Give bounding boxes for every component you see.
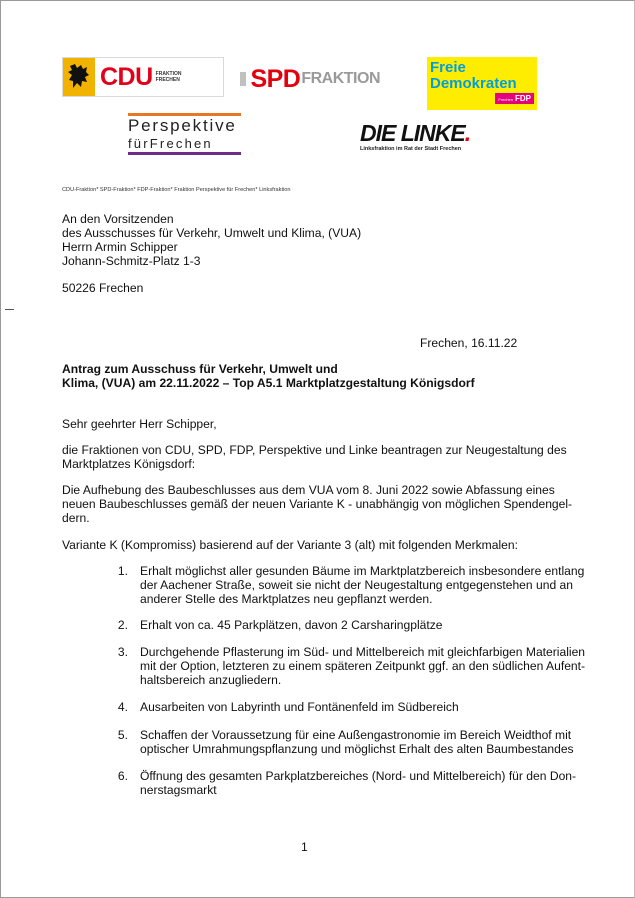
list-item-3-line-3: haltsbereich anzugliedern. (140, 673, 282, 687)
address-line-2: des Ausschusses für Verkehr, Umwelt und Klima, (VUA) (62, 226, 362, 240)
list-item-1-line-1: Erhalt möglichst aller gesunden Bäume im Marktplatzbereich insbesondere entlang (140, 564, 585, 578)
subject-line-1: Antrag zum Ausschuss für Verkehr, Umwelt und (62, 362, 338, 376)
list-number-3: 3. (117, 645, 128, 659)
cdu-wordmark: CDU (100, 62, 153, 91)
fdp-tag-small: Frechen (498, 97, 513, 102)
perspektive-word: Perspektive (128, 116, 237, 135)
subject-line-2: Klima, (VUA) am 22.11.2022 – Top A5.1 Marktplatzgestaltung Königsdorf (62, 376, 475, 390)
perspektive-purple-bar (128, 152, 241, 155)
page-number: 1 (301, 840, 308, 854)
list-number-1: 1. (117, 564, 128, 578)
fdp-line2: Demokraten (430, 75, 517, 92)
paragraph1-line-1: die Fraktionen von CDU, SPD, FDP, Perspektive und Linke beantragen zur Neugestaltung des (62, 443, 567, 457)
linke-logo (360, 121, 480, 159)
address-line-3: Herrn Armin Schipper (62, 240, 178, 254)
spd-bar-icon (240, 72, 246, 86)
list-item-3-line-2: mit der Option, letzteren zu einem späteren Zeitpunkt ggf. an den südlichen Aufent- (140, 659, 586, 673)
list-number-2: 2. (117, 618, 128, 632)
salutation: Sehr geehrter Herr Schipper, (62, 417, 217, 431)
spd-logo (240, 63, 380, 95)
postal-code: 50226 Frechen (62, 281, 144, 295)
list-item-5-line-1: Schaffen der Voraussetzung für eine Außengastronomie im Bereich Weidthof mit (140, 728, 572, 742)
lion-emblem-icon (63, 58, 95, 96)
spd-fraktion-label: FRAKTION (301, 70, 380, 87)
date: Frechen, 16.11.22 (420, 336, 518, 350)
spd-wordmark: SPD (250, 64, 301, 93)
address-line-4: Johann-Schmitz-Platz 1-3 (62, 254, 201, 268)
list-number-4: 4. (117, 700, 128, 714)
list-item-2-line-1: Erhalt von ca. 45 Parkplätzen, davon 2 Carsharingplätze (140, 618, 443, 632)
list-item-1-line-3: anderer Stelle des Marktplatzes neu gepflanzt werden. (140, 592, 433, 606)
cdu-logo (62, 57, 224, 97)
paragraph2-line-1: Die Aufhebung des Baubeschlusses aus dem VUA vom 8. Juni 2022 sowie Abfassung eines (62, 483, 555, 497)
cdu-sub-line2: FRECHEN (155, 77, 180, 83)
list-item-1-line-2: der Aachener Straße, soweit sie nicht der Neugestaltung entgegenstehen und an (140, 578, 573, 592)
fold-mark (5, 309, 14, 310)
linke-dot: . (464, 120, 471, 146)
paragraph2-line-2: neuen Baubeschlusses gemäß der neuen Variante K - unabhängig von möglichen Spendengel- (62, 497, 573, 511)
cdu-sub-line1: FRAKTION (155, 71, 182, 77)
paragraph3: Variante K (Kompromiss) basierend auf der Variante 3 (alt) mit folgenden Merkmalen: (62, 538, 518, 552)
fdp-logo (427, 57, 537, 110)
perspektive-logo (128, 113, 241, 161)
list-item-6-line-2: nerstagsmarkt (140, 783, 217, 797)
fdp-tag-label: FDP (515, 94, 531, 103)
list-item-6-line-1: Öffnung des gesamten Parkplatzbereiches (Nord- und Mittelbereich) für den Don- (140, 769, 577, 783)
paragraph1-line-2: Marktplatzes Königsdorf: (62, 457, 196, 471)
list-number-5: 5. (117, 728, 128, 742)
address-line-1: An den Vorsitzenden (62, 212, 174, 226)
paragraph2-line-3: dern. (62, 511, 90, 525)
fdp-tag (495, 93, 534, 104)
perspektive-fuer-frechen: fürFrechen (128, 136, 213, 151)
list-item-5-line-2: optischer Umrahmungspflanzung und möglichst Erhalt des alten Baumbestandes (140, 742, 574, 756)
header-line: CDU-Fraktion* SPD-Fraktion* FDP-Fraktion* Fraktion Perspektive für Frechen* Linksfraktion (62, 187, 291, 193)
list-item-3-line-1: Durchgehende Pflasterung im Süd- und Mittelbereich mit gleichfarbigen Materialien (140, 645, 586, 659)
linke-wordmark: DIE LINKE (360, 120, 465, 146)
linke-subtitle: Linksfraktion im Rat der Stadt Frechen (360, 146, 462, 152)
list-item-4-line-1: Ausarbeiten von Labyrinth und Fontänenfeld im Südbereich (140, 700, 459, 714)
list-number-6: 6. (117, 769, 128, 783)
fdp-line1: Freie (430, 59, 466, 76)
